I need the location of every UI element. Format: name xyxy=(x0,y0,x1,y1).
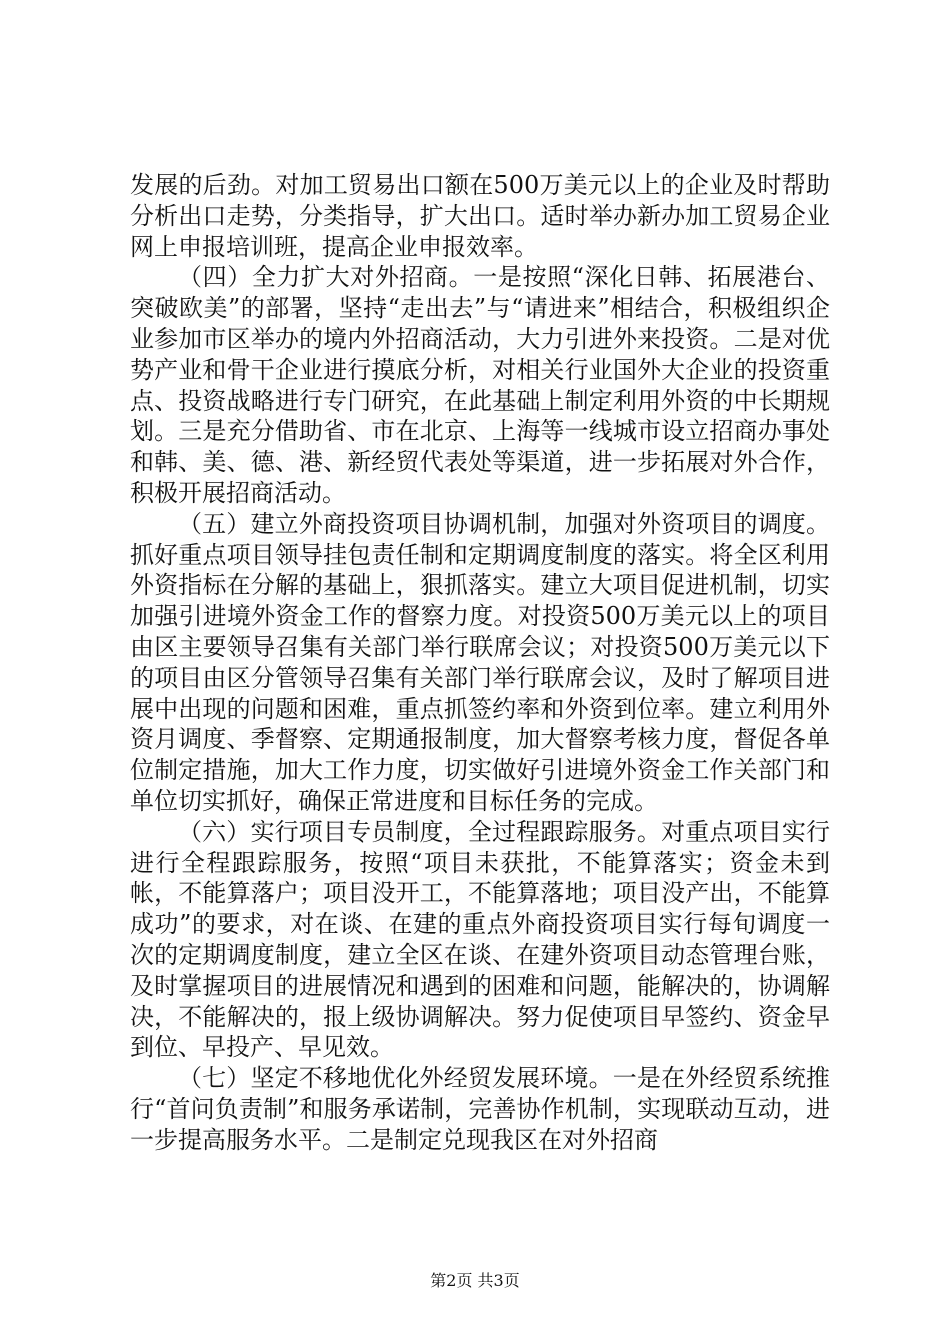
page-footer: 第2页 共3页 xyxy=(430,1271,520,1290)
paragraph-section-5: （五）建立外商投资项目协调机制，加强对外资项目的调度。抓好重点项目领导挂包责任制和定期调度制度的落实。将全区利用外资指标在分解的基础上，狠抓落实。建立大项目促进机制，切实加强引进境外资金工作的督察力度。对投资500万美元以上的项目由区主要领导召集有关部门举行联席会议；对投资500万美元以下的项目由区分管领导召集有关部门举行联席会议，及时了解项目进展中出现的问题和困难，重点抓签约率和外资到位率。建立利用外资月调度、季督察、定期通报制度，加大督察考核力度，督促各单位制定措施，加大工作力度，切实做好引进境外资金工作关部门和单位切实抓好，确保正常进度和目标任务的完成。 xyxy=(130,509,830,815)
paragraph-section-7: （七）坚定不移地优化外经贸发展环境。一是在外经贸系统推行“首问负责制”和服务承诺制，完善协作机制，实现联动互动，进一步提高服务水平。二是制定兑现我区在对外招商 xyxy=(130,1064,830,1154)
document-body xyxy=(130,170,830,1156)
paragraph-section-6: （六）实行项目专员制度，全过程跟踪服务。对重点项目实行进行全程跟踪服务，按照“项目未获批，不能算落实；资金未到帐，不能算落户；项目没开工，不能算落地；项目没产出，不能算成功”的要求，对在谈、在建的重点外商投资项目实行每旬调度一次的定期调度制度，建立全区在谈、在建外资项目动态管理台账，及时掌握项目的进展情况和遇到的困难和问题，能解决的，协调解决，不能解决的，报上级协调解决。努力促使项目早签约、资金早到位、早投产、早见效。 xyxy=(130,817,830,1062)
paragraph-continuation: 发展的后劲。对加工贸易出口额在500万美元以上的企业及时帮助分析出口走势，分类指导，扩大出口。适时举办新办加工贸易企业网上申报培训班，提高企业申报效率。 xyxy=(130,171,830,261)
paragraph-section-4: （四）全力扩大对外招商。一是按照“深化日韩、拓展港台、突破欧美”的部署，坚持“走出去”与“请进来”相结合，积极组织企业参加市区举办的境内外招商活动，大力引进外来投资。二是对优势产业和骨干企业进行摸底分析，对相关行业国外大企业的投资重点、投资战略进行专门研究，在此基础上制定利用外资的中长期规划。三是充分借助省、市在北京、上海等一线城市设立招商办事处和韩、美、德、港、新经贸代表处等渠道，进一步拓展对外合作，积极开展招商活动。 xyxy=(130,263,830,507)
